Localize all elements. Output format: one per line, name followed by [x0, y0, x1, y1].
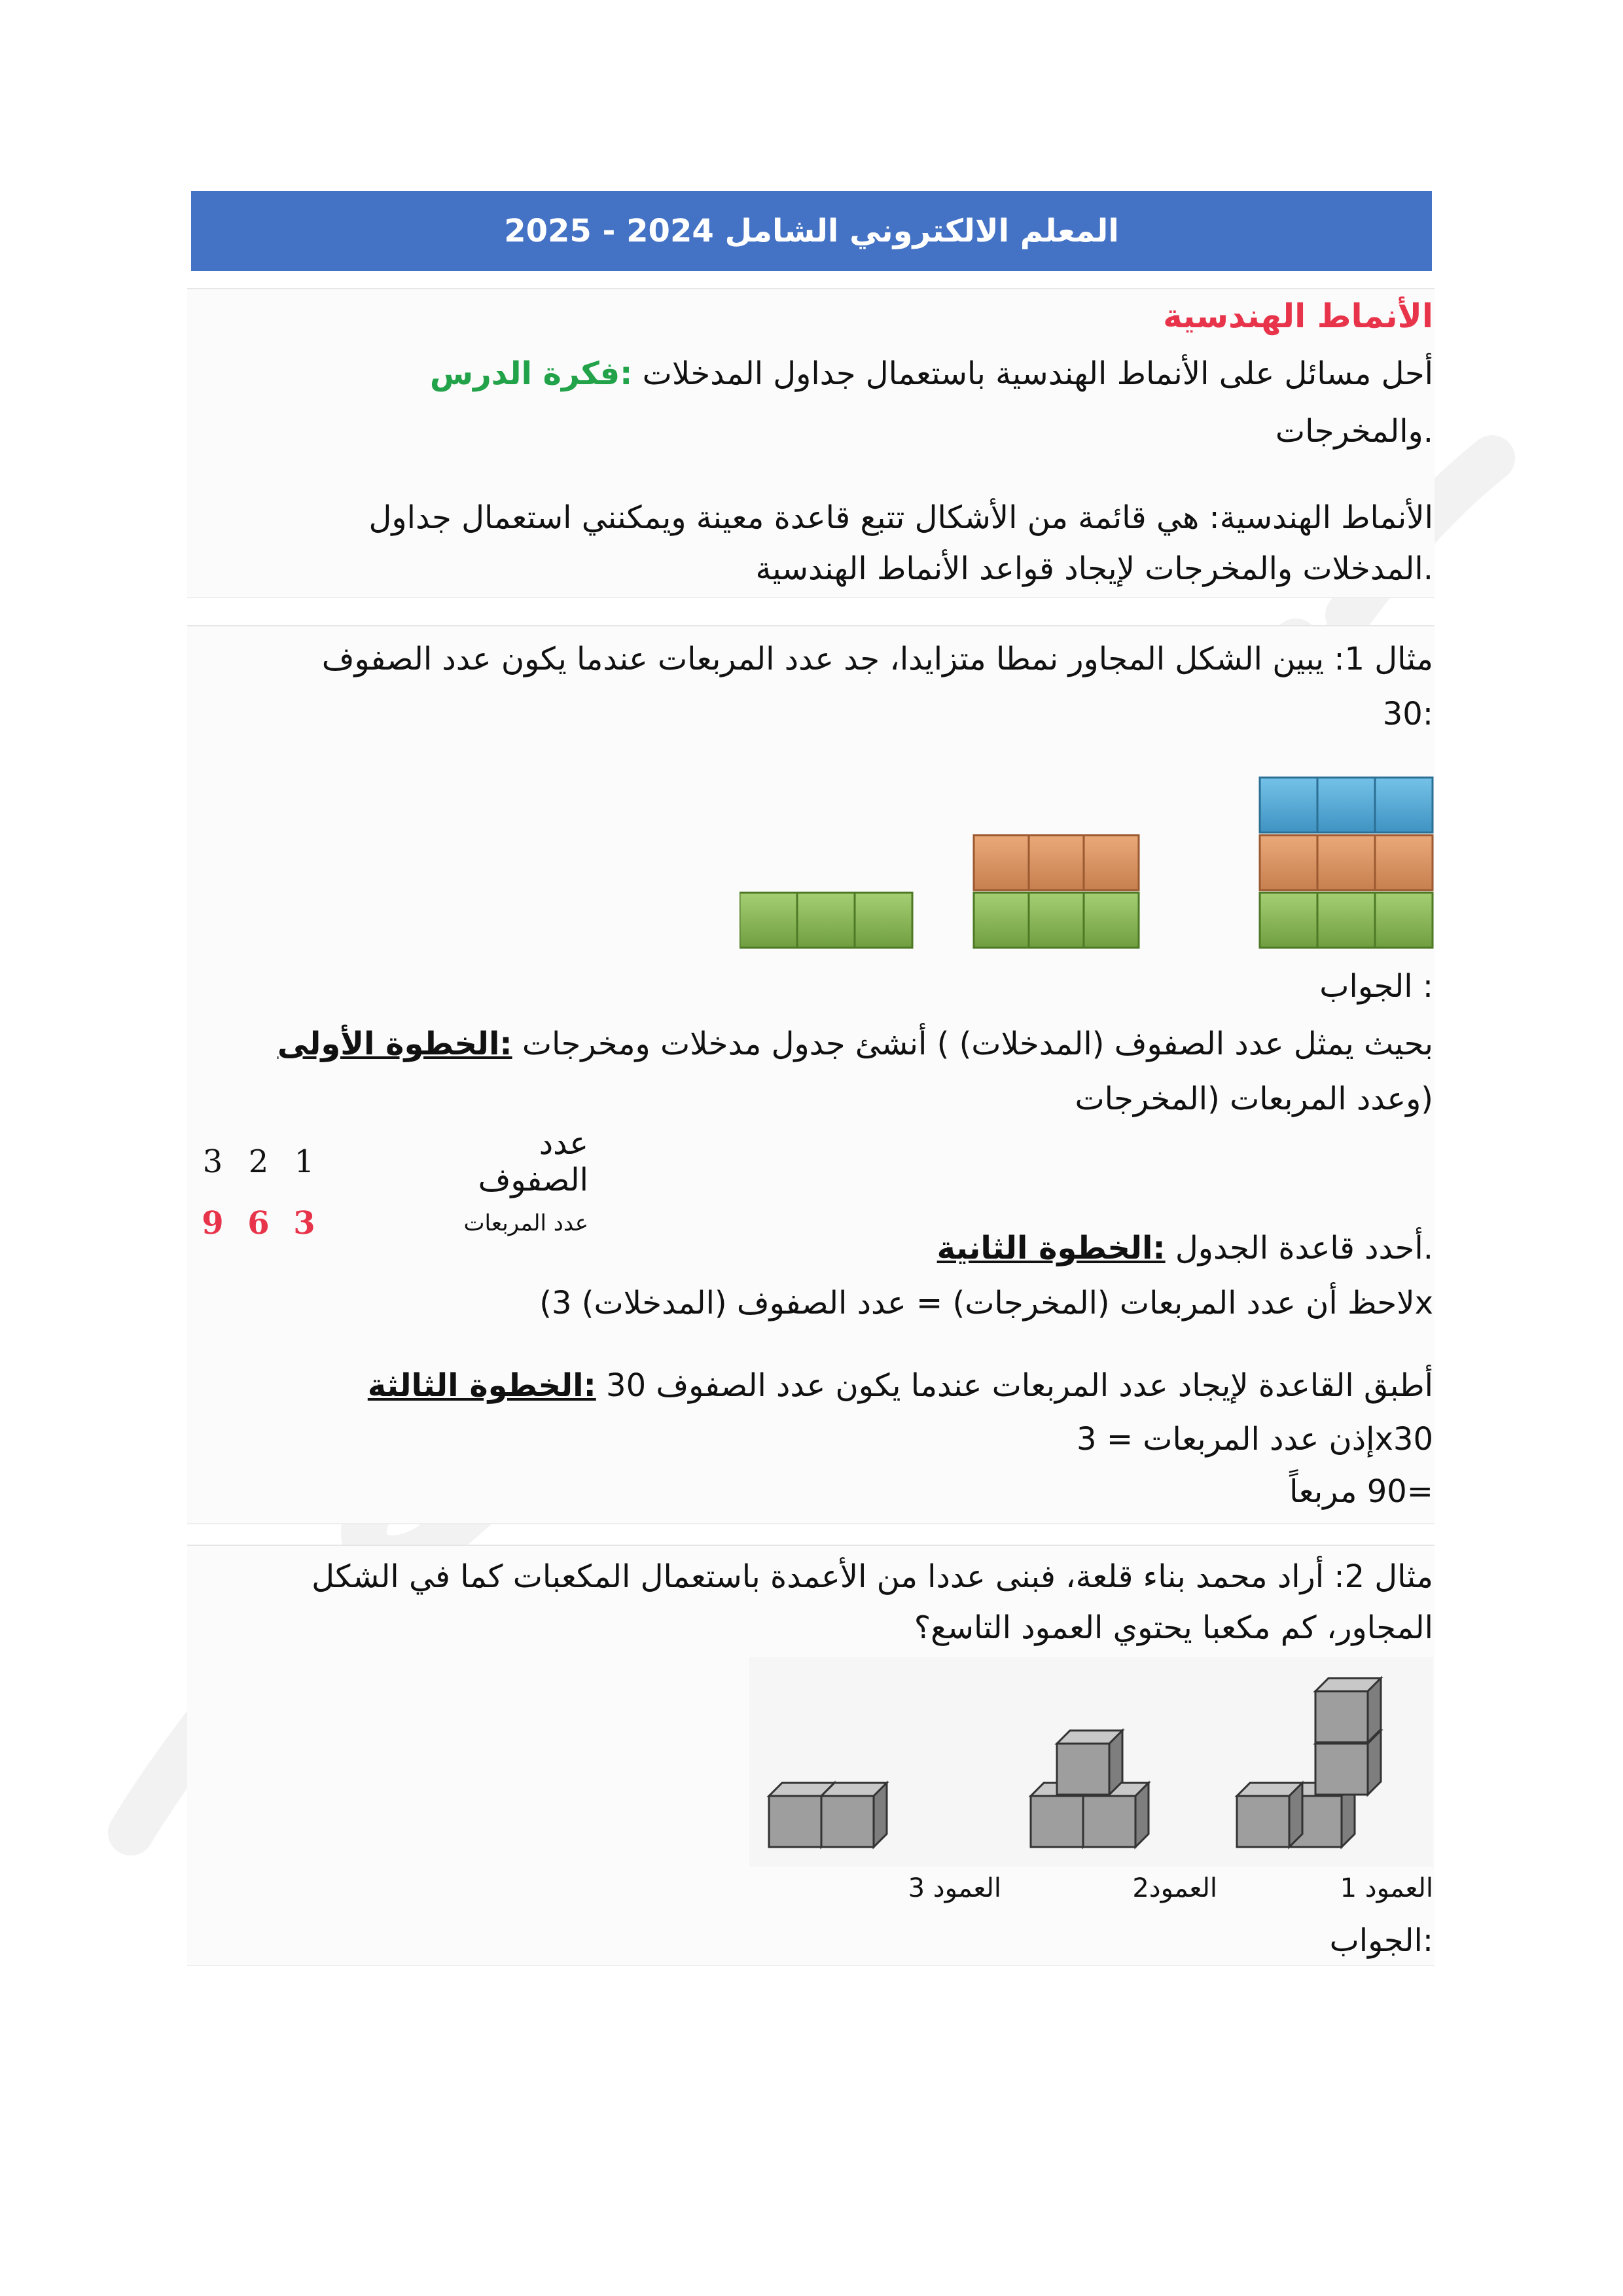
- io-row2-label: عدد المربعات: [463, 1210, 588, 1236]
- tile: [1260, 893, 1317, 948]
- tile: [1084, 835, 1139, 890]
- lesson-title: الأنماط الهندسية: [1163, 297, 1433, 335]
- tile: [974, 835, 1029, 890]
- column-label-2: العمود2: [1132, 1873, 1217, 1903]
- step3-calc2: =90 مربعاً: [1289, 1473, 1433, 1510]
- tile: [740, 893, 797, 948]
- example1-line1: مثال 1: يبين الشكل المجاور نمطا متزايدا، جد عدد المربعات عندما يكون عدد الصفوف: [321, 641, 1433, 677]
- tile: [974, 893, 1029, 948]
- io-row1-label: عدد الصفوف: [478, 1125, 588, 1198]
- example2-line2: المجاور، كم مكعبا يحتوي العمود التاسع؟: [914, 1609, 1433, 1646]
- tile: [1260, 778, 1317, 833]
- tile: [1260, 835, 1317, 890]
- step1-line1: [277, 1018, 1433, 1069]
- step2-line: [937, 1223, 1433, 1274]
- tile: [1084, 893, 1139, 948]
- pattern-stage-2: [974, 835, 1139, 948]
- step1-text: بحيث يمثل عدد الصفوف (المدخلات) ) أنشئ جدول مدخلات ومخرجات: [522, 1026, 1433, 1062]
- cube-column-3: [769, 1783, 887, 1847]
- tile: [855, 893, 912, 948]
- tile: [1317, 778, 1375, 833]
- pattern-stage-3: [1260, 778, 1433, 948]
- example1-line2: :30: [1382, 696, 1433, 732]
- lesson-idea-label: :فكرة الدرس: [429, 355, 633, 392]
- example2-line1: مثال 2: أراد محمد بناء قلعة، فبنى عددا من الأعمدة باستعمال المكعبات كما في الشكل: [312, 1558, 1433, 1595]
- tile: [797, 893, 855, 948]
- tile: [1029, 893, 1084, 948]
- tile: [1317, 835, 1375, 890]
- pattern-stage-1: [740, 893, 912, 948]
- column-label-1: العمود 1: [1340, 1873, 1433, 1903]
- tile: [1317, 893, 1375, 948]
- tile: [1375, 778, 1433, 833]
- io-spacer: [327, 1124, 433, 1199]
- io-input-cell: 2: [248, 1143, 269, 1180]
- io-output-cell: 6: [247, 1205, 270, 1242]
- io-input-cell: 3: [202, 1143, 223, 1180]
- io-table-row-squares: [190, 1199, 589, 1247]
- pattern-figure: [740, 738, 1435, 954]
- lesson-idea-text: أحل مسائل على الأنماط الهندسية باستعمال جداول المدخلات: [642, 355, 1433, 392]
- io-output-cell: 9: [202, 1205, 224, 1242]
- step1-line2: (وعدد المربعات (المخرجات: [1075, 1081, 1433, 1117]
- lesson-idea-line1: [430, 348, 1433, 399]
- page-header: [191, 191, 1432, 271]
- cube: [1237, 1783, 1302, 1847]
- tile: [1029, 835, 1084, 890]
- tile: [1375, 835, 1433, 890]
- step2-label: :الخطوة الثانية: [936, 1230, 1166, 1266]
- header-title: المعلم الالكتروني الشامل 2024 - 2025: [504, 213, 1119, 249]
- lesson-idea-line2: .والمخرجات: [1275, 413, 1433, 450]
- io-table-row-rows: [190, 1124, 589, 1199]
- step3-line: [368, 1360, 1433, 1411]
- cube: [1057, 1731, 1122, 1795]
- io-input-cell: 1: [294, 1143, 315, 1180]
- step2-text: .أحدد قاعدة الجدول: [1175, 1230, 1433, 1266]
- io-table: [190, 1124, 589, 1247]
- step3-label: :الخطوة الثالثة: [367, 1367, 596, 1404]
- step2-rule: xلاحظ أن عدد المربعات (المخرجات) = عدد الصفوف (المدخلات) 3): [539, 1285, 1433, 1321]
- column-label-3: العمود 3: [908, 1873, 1001, 1903]
- step3-text: أطبق القاعدة لإيجاد عدد المربعات عندما يكون عدد الصفوف 30: [606, 1367, 1433, 1404]
- cube-columns-figure: [749, 1657, 1433, 1867]
- example2-answer-label: :الجواب: [1329, 1922, 1433, 1959]
- cube: [821, 1783, 887, 1847]
- definition-line1: الأنماط الهندسية: هي قائمة من الأشكال تتبع قاعدة معينة ويمكنني استعمال جداول: [368, 499, 1433, 536]
- definition-line2: .المدخلات والمخرجات لإيجاد قواعد الأنماط الهندسية: [755, 550, 1433, 587]
- example1-answer-label: : الجواب: [1319, 968, 1433, 1005]
- tile: [1375, 893, 1433, 948]
- io-spacer: [327, 1199, 433, 1247]
- step1-label: :الخطوة الأولى: [277, 1026, 512, 1062]
- cube: [1315, 1678, 1381, 1742]
- io-output-cell: 3: [293, 1205, 315, 1242]
- step3-calc1: x30إذن عدد المربعات = 3: [1077, 1421, 1433, 1458]
